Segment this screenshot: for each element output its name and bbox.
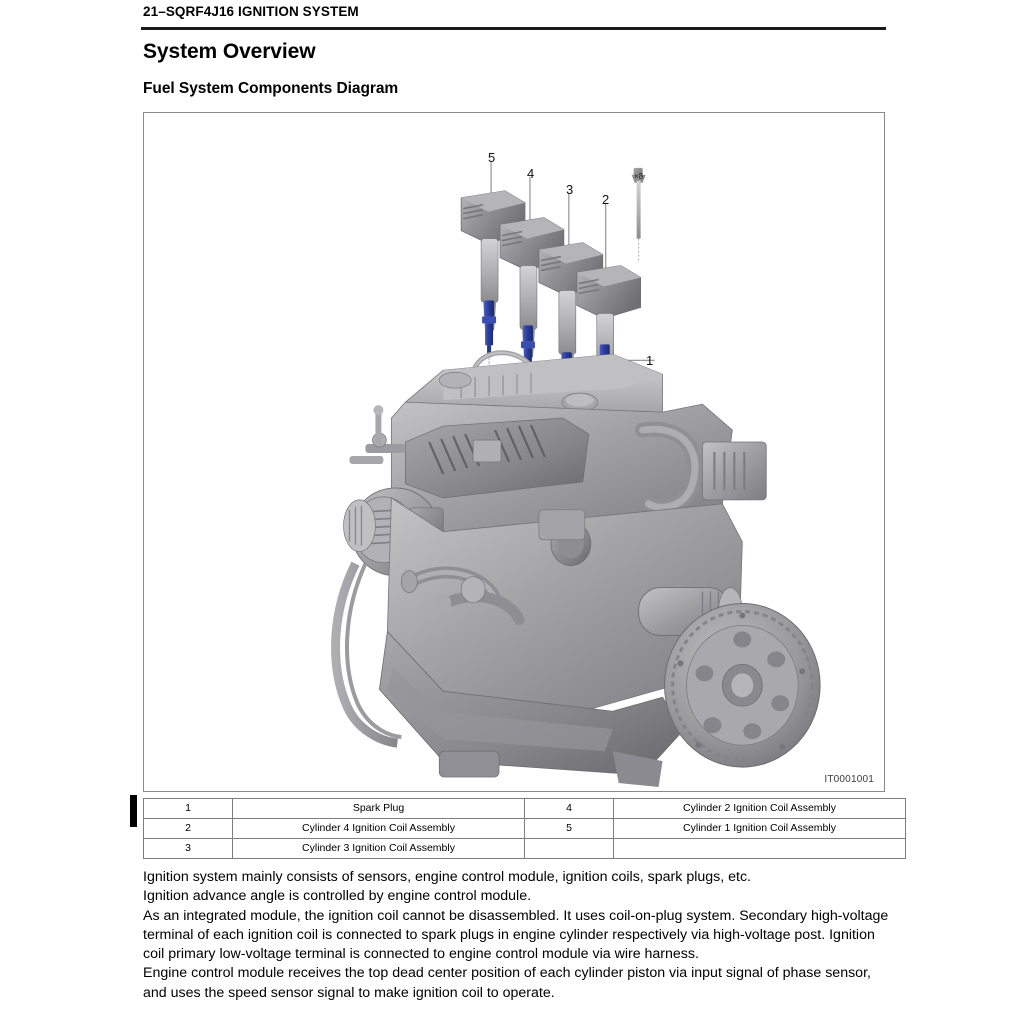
callout-number-4: 4 bbox=[527, 166, 535, 181]
legend-label: Cylinder 2 Ignition Coil Assembly bbox=[614, 799, 906, 819]
table-row bbox=[144, 819, 906, 839]
ignition-coil-5 bbox=[461, 191, 525, 374]
legend-number: 5 bbox=[525, 819, 614, 839]
legend-number bbox=[525, 839, 614, 859]
figure-id: IT0001001 bbox=[824, 774, 874, 785]
paragraph-3: As an integrated module, the ignition coil cannot be disassembled. It uses coil-on-plug system. Secondary high-voltage terminal of each ignition coil is connected to spark plugs in engine cylinder respectively via high-voltage post. Ignition coil primary low-voltage terminal is connected to engine control module via wire harness. bbox=[143, 907, 889, 963]
legend-label: Cylinder 3 Ignition Coil Assembly bbox=[233, 839, 525, 859]
figure-frame bbox=[143, 112, 885, 792]
header-rule bbox=[141, 27, 886, 30]
paragraph-1: Ignition system mainly consists of sensors, engine control module, ignition coils, spark plugs, etc. bbox=[143, 869, 751, 885]
running-header: 21–SQRF4J16 IGNITION SYSTEM bbox=[143, 4, 359, 19]
body-copy bbox=[143, 868, 891, 1003]
paragraph-4: Engine control module receives the top dead center position of each cylinder piston via input signal of phase sensor, and uses the speed sensor signal to make ignition coil to operate. bbox=[143, 965, 871, 1001]
legend-number: 4 bbox=[525, 799, 614, 819]
legend-number: 3 bbox=[144, 839, 233, 859]
legend-number: 2 bbox=[144, 819, 233, 839]
engine-block bbox=[336, 354, 821, 787]
table-row bbox=[144, 839, 906, 859]
legend-label bbox=[614, 839, 906, 859]
table-row bbox=[144, 799, 906, 819]
engine-assembly-illustration bbox=[144, 113, 884, 791]
callout-number-2: 2 bbox=[602, 192, 610, 207]
section-subtitle: Fuel System Components Diagram bbox=[143, 80, 399, 97]
flywheel bbox=[665, 604, 821, 768]
callout-number-3: 3 bbox=[566, 182, 574, 197]
component-legend-table bbox=[143, 798, 906, 859]
legend-label: Spark Plug bbox=[233, 799, 525, 819]
legend-label: Cylinder 4 Ignition Coil Assembly bbox=[233, 819, 525, 839]
page-title: System Overview bbox=[143, 40, 316, 63]
paragraph-2: Ignition advance angle is controlled by engine control module. bbox=[143, 888, 532, 905]
callout-number-1: 1 bbox=[646, 353, 654, 368]
callout-number-5: 5 bbox=[488, 150, 496, 165]
legend-label: Cylinder 1 Ignition Coil Assembly bbox=[614, 819, 906, 839]
legend-number: 1 bbox=[144, 799, 233, 819]
bolt-quantity-label: ×8 bbox=[634, 172, 644, 181]
bolt-icon bbox=[632, 168, 646, 263]
revision-change-bar bbox=[130, 795, 137, 827]
